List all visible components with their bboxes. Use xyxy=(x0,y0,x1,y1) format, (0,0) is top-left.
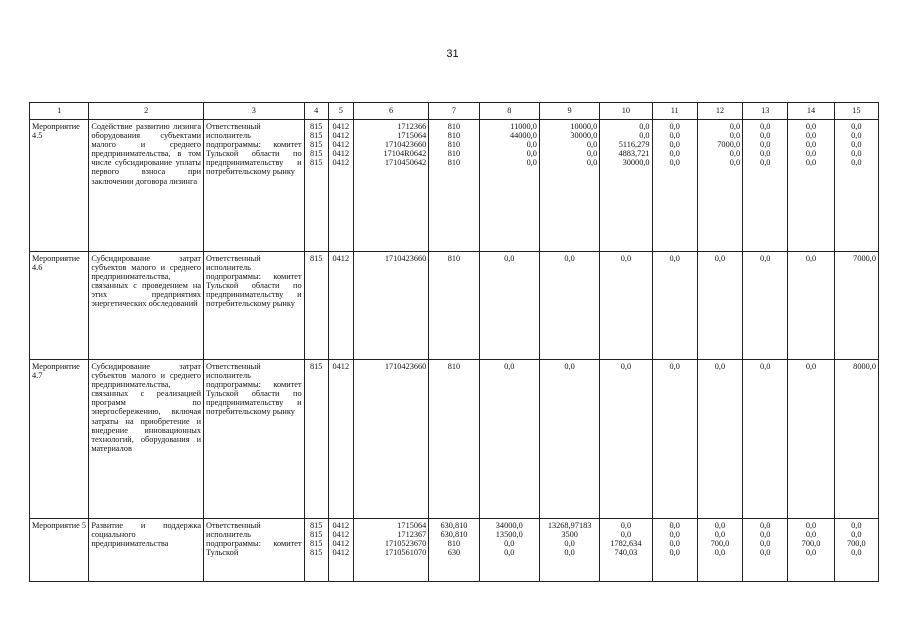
cell-col-9 xyxy=(539,120,599,252)
cell-line: 0,0 xyxy=(586,158,598,168)
cell-col-12 xyxy=(697,120,742,252)
cell-line: 1712367 xyxy=(397,530,427,540)
cell-line: 0,0 xyxy=(504,539,515,549)
cell-line: 4883,721 xyxy=(618,149,650,159)
cell-line: 0,0 xyxy=(805,140,817,150)
cell-col-4 xyxy=(304,519,328,582)
cell-line: 815 xyxy=(309,521,323,530)
cell-line: 0,0 xyxy=(851,521,862,530)
cell-col-11: 0,0 xyxy=(652,360,697,519)
column-number-row xyxy=(30,103,879,120)
cell-line: 815 xyxy=(309,530,323,540)
measure-name: Мероприятие 5 xyxy=(30,519,89,582)
cell-line: 815 xyxy=(309,539,323,549)
cell-line: 0,0 xyxy=(760,122,771,131)
cell-line: 0,0 xyxy=(805,521,817,530)
cell-line: 0,0 xyxy=(760,530,771,540)
cell-line: 1710561070 xyxy=(384,548,427,558)
cell-line: 630 xyxy=(447,548,461,558)
measure-name: Мероприятие 4.6 xyxy=(30,252,89,360)
cell-col-15: 7000,0 xyxy=(834,252,878,360)
cell-line: 630,810 xyxy=(440,521,468,530)
cell-col-7: 810 xyxy=(429,252,479,360)
cell-line: 0412 xyxy=(332,521,350,530)
header-cell: 9 xyxy=(539,103,599,120)
header-cell: 10 xyxy=(600,103,652,120)
cell-col-14 xyxy=(788,120,834,252)
cell-line: 0,0 xyxy=(851,131,862,141)
page-number: 31 xyxy=(446,48,459,60)
cell-col-14: 0,0 xyxy=(788,360,834,519)
cell-line: 815 xyxy=(309,158,323,168)
cell-line: 0,0 xyxy=(729,122,741,131)
cell-line: 0,0 xyxy=(760,149,771,159)
cell-col-13: 0,0 xyxy=(743,360,788,519)
cell-line: 810 xyxy=(447,539,461,549)
cell-line: 810 xyxy=(447,122,461,131)
measure-description: Субсидирование затрат субъектов малого и среднего предпринимательства, связанных с проведением на этих предприятиях энергетических обследований xyxy=(89,252,204,360)
cell-line: 1715064 xyxy=(397,131,427,141)
cell-line: 7000,0 xyxy=(717,140,741,150)
cell-line: 0,0 xyxy=(669,548,680,558)
measure-description: Содействие развитию лизинга оборудования субъектами малого и среднего предпринимательства, в том числе субсидирование уплаты первого взноса при заключении договора лизинга xyxy=(89,120,204,252)
cell-col-9: 0,0 xyxy=(539,252,599,360)
cell-col-6 xyxy=(353,120,428,252)
cell-col-8: 0,0 xyxy=(479,360,539,519)
cell-col-4 xyxy=(304,120,328,252)
cell-line: 0,0 xyxy=(760,521,771,530)
cell-line: 0412 xyxy=(332,149,350,159)
header-cell: 7 xyxy=(429,103,479,120)
responsible-executor: Ответственный исполнитель подпрограммы: комитет Тульской xyxy=(204,519,305,582)
cell-line: 0,0 xyxy=(805,548,817,558)
cell-line: 0,0 xyxy=(669,539,680,549)
cell-line: 810 xyxy=(447,149,461,159)
cell-line: 0,0 xyxy=(760,140,771,150)
cell-col-7 xyxy=(429,519,479,582)
program-table xyxy=(29,102,879,582)
cell-col-8 xyxy=(479,519,539,582)
cell-col-13: 0,0 xyxy=(743,252,788,360)
cell-line: 0,0 xyxy=(504,548,515,558)
cell-line: 700,0 xyxy=(801,539,821,549)
cell-col-13 xyxy=(743,120,788,252)
cell-line: 0,0 xyxy=(669,140,680,150)
table-row xyxy=(30,360,879,519)
cell-line: 0,0 xyxy=(639,131,650,141)
cell-line: 0,0 xyxy=(586,149,598,159)
header-cell: 12 xyxy=(697,103,742,120)
cell-line: 0,0 xyxy=(564,539,575,549)
cell-line: 810 xyxy=(447,158,461,168)
cell-col-9: 0,0 xyxy=(539,360,599,519)
table-row xyxy=(30,519,879,582)
cell-col-6: 1710423660 xyxy=(353,252,428,360)
table-row xyxy=(30,252,879,360)
header-cell: 2 xyxy=(89,103,204,120)
cell-col-11 xyxy=(652,519,697,582)
cell-line: 3500 xyxy=(561,530,578,540)
cell-line: 11000,0 xyxy=(510,122,537,131)
table-row xyxy=(30,120,879,252)
cell-col-5 xyxy=(328,519,353,582)
cell-line: 0,0 xyxy=(714,548,726,558)
cell-line: 10000,0 xyxy=(570,122,598,131)
measure-name: Мероприятие 4.7 xyxy=(30,360,89,519)
cell-col-15 xyxy=(834,120,878,252)
cell-line: 0,0 xyxy=(729,131,741,141)
cell-line: 0,0 xyxy=(714,530,726,540)
cell-line: 0,0 xyxy=(760,158,771,168)
cell-col-7 xyxy=(429,120,479,252)
cell-line: 0,0 xyxy=(851,122,862,131)
cell-col-5: 0412 xyxy=(328,360,353,519)
cell-line: 0,0 xyxy=(620,521,632,530)
cell-col-15 xyxy=(834,519,878,582)
cell-line: 815 xyxy=(309,131,323,141)
header-cell: 4 xyxy=(304,103,328,120)
cell-line: 0,0 xyxy=(639,122,650,131)
cell-line: 815 xyxy=(309,140,323,150)
cell-line: 810 xyxy=(447,140,461,150)
header-cell: 5 xyxy=(328,103,353,120)
cell-col-8 xyxy=(479,120,539,252)
cell-line: 0,0 xyxy=(526,140,537,150)
cell-line: 0,0 xyxy=(669,521,680,530)
cell-line: 0,0 xyxy=(669,530,680,540)
measure-name: Мероприятие 4.5 xyxy=(30,120,89,252)
cell-line: 0412 xyxy=(332,140,350,150)
header-cell: 6 xyxy=(353,103,428,120)
responsible-executor: Ответственный исполнитель подпрограммы: комитет Тульской области по предпринимательству и потребительскому рынку xyxy=(204,252,305,360)
cell-line: 1710523670 xyxy=(384,539,427,549)
cell-line: 13500,0 xyxy=(495,530,523,540)
cell-col-4: 815 xyxy=(304,360,328,519)
cell-line: 0,0 xyxy=(526,158,537,168)
cell-col-10 xyxy=(600,120,652,252)
measure-description: Развитие и поддержка социального предпринимательства xyxy=(89,519,204,582)
cell-col-15: 8000,0 xyxy=(834,360,878,519)
cell-line: 0,0 xyxy=(851,530,862,540)
cell-line: 0412 xyxy=(332,539,350,549)
cell-col-14: 0,0 xyxy=(788,252,834,360)
header-cell: 14 xyxy=(788,103,834,120)
cell-col-5 xyxy=(328,120,353,252)
header-cell: 11 xyxy=(652,103,697,120)
cell-line: 0,0 xyxy=(851,158,862,168)
cell-col-10 xyxy=(600,519,652,582)
cell-line: 1712366 xyxy=(397,122,427,131)
cell-line: 0412 xyxy=(332,122,350,131)
cell-col-6 xyxy=(353,519,428,582)
cell-line: 0,0 xyxy=(526,149,537,159)
cell-line: 30000,0 xyxy=(622,158,650,168)
cell-col-4: 815 xyxy=(304,252,328,360)
header-cell: 8 xyxy=(479,103,539,120)
header-cell: 3 xyxy=(204,103,305,120)
cell-col-12: 0,0 xyxy=(697,360,742,519)
cell-line: 0,0 xyxy=(669,149,680,159)
cell-line: 0,0 xyxy=(714,521,726,530)
cell-line: 0412 xyxy=(332,548,350,558)
cell-line: 0,0 xyxy=(669,158,680,168)
cell-col-13 xyxy=(743,519,788,582)
cell-line: 0,0 xyxy=(851,149,862,159)
cell-line: 0,0 xyxy=(586,140,598,150)
measure-description: Субсидирование затрат субъектов малого и среднего предпринимательства, связанных с реализацией программ по энергосбережению, включая затраты на приобретение и внедрение инновационных технологий, оборудования и материалов xyxy=(89,360,204,519)
cell-line: 810 xyxy=(447,131,461,141)
cell-line: 0,0 xyxy=(760,131,771,141)
cell-line: 0,0 xyxy=(851,548,862,558)
cell-line: 0,0 xyxy=(564,548,575,558)
cell-col-10: 0,0 xyxy=(600,252,652,360)
cell-col-14 xyxy=(788,519,834,582)
cell-line: 0,0 xyxy=(805,149,817,159)
responsible-executor: Ответственный исполнитель подпрограммы: комитет Тульской области по предпринимательству и потребительскому рынку xyxy=(204,120,305,252)
cell-line: 0,0 xyxy=(669,122,680,131)
cell-line: 700,0 xyxy=(846,539,866,549)
cell-line: 17104R0642 xyxy=(383,149,427,159)
cell-col-12 xyxy=(697,519,742,582)
cell-line: 0,0 xyxy=(851,140,862,150)
responsible-executor: Ответственный исполнитель подпрограммы: комитет Тульской области по предпринимательству и потребительскому рынку xyxy=(204,360,305,519)
cell-col-9 xyxy=(539,519,599,582)
cell-line: 0,0 xyxy=(760,539,771,549)
cell-col-11 xyxy=(652,120,697,252)
cell-line: 1782,634 xyxy=(610,539,642,549)
cell-col-12: 0,0 xyxy=(697,252,742,360)
cell-col-8: 0,0 xyxy=(479,252,539,360)
cell-line: 0412 xyxy=(332,158,350,168)
cell-line: 1710423660 xyxy=(384,140,427,150)
cell-line: 1710450642 xyxy=(384,158,427,168)
cell-line: 815 xyxy=(309,548,323,558)
header-cell: 13 xyxy=(743,103,788,120)
cell-line: 0,0 xyxy=(805,158,817,168)
cell-col-10: 0,0 xyxy=(600,360,652,519)
cell-line: 0412 xyxy=(332,131,350,141)
cell-line: 0,0 xyxy=(805,122,817,131)
cell-col-6: 1710423660 xyxy=(353,360,428,519)
cell-line: 1715064 xyxy=(397,521,427,530)
cell-line: 0,0 xyxy=(669,131,680,141)
cell-line: 815 xyxy=(309,122,323,131)
cell-line: 0,0 xyxy=(620,530,632,540)
cell-col-7: 810 xyxy=(429,360,479,519)
cell-line: 0,0 xyxy=(805,530,817,540)
cell-line: 0,0 xyxy=(729,158,741,168)
cell-line: 0,0 xyxy=(760,548,771,558)
cell-col-11: 0,0 xyxy=(652,252,697,360)
cell-line: 30000,0 xyxy=(570,131,598,141)
cell-line: 630,810 xyxy=(440,530,468,540)
header-cell: 1 xyxy=(30,103,89,120)
cell-col-5: 0412 xyxy=(328,252,353,360)
cell-line: 815 xyxy=(309,149,323,159)
header-cell: 15 xyxy=(834,103,878,120)
cell-line: 44000,0 xyxy=(509,131,537,141)
cell-line: 0,0 xyxy=(805,131,817,141)
cell-line: 740,03 xyxy=(614,548,638,558)
cell-line: 13268,97183 xyxy=(547,521,592,530)
cell-line: 5116,279 xyxy=(618,140,650,150)
cell-line: 0412 xyxy=(332,530,350,540)
cell-line: 0,0 xyxy=(729,149,741,159)
cell-line: 700,0 xyxy=(710,539,730,549)
cell-line: 34000,0 xyxy=(495,521,523,530)
